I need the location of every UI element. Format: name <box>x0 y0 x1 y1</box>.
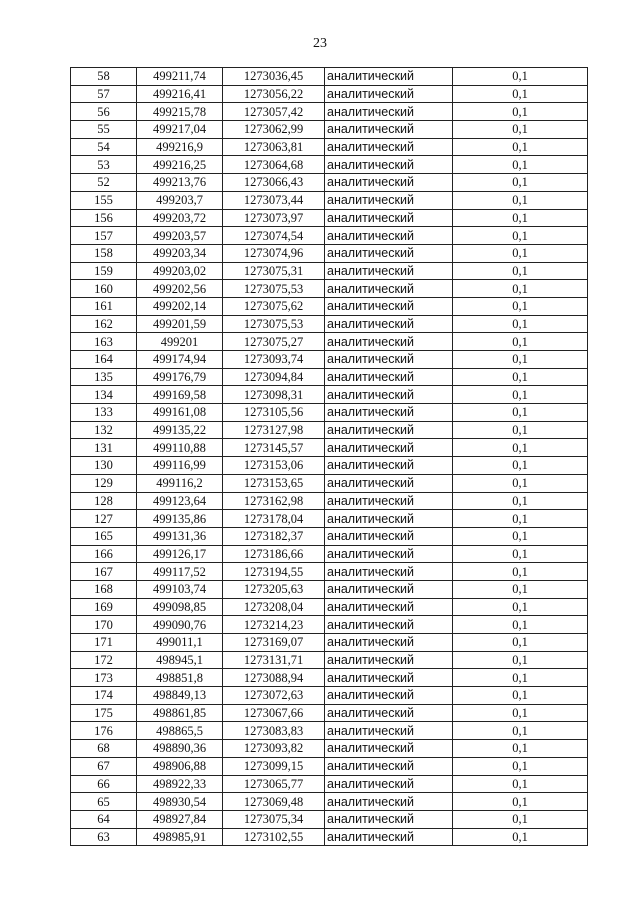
y-coordinate-cell: 1273073,44 <box>223 191 325 209</box>
table-row <box>71 439 588 457</box>
coordinates-table <box>70 67 588 846</box>
y-coordinate-cell: 1273067,66 <box>223 704 325 722</box>
point-number-cell: 168 <box>71 580 137 598</box>
x-coordinate-cell: 499213,76 <box>137 174 223 192</box>
x-coordinate-cell: 499202,14 <box>137 297 223 315</box>
point-number-cell: 134 <box>71 386 137 404</box>
accuracy-cell: 0,1 <box>453 793 588 811</box>
table-row <box>71 315 588 333</box>
accuracy-cell: 0,1 <box>453 191 588 209</box>
accuracy-cell: 0,1 <box>453 351 588 369</box>
point-number-cell: 161 <box>71 297 137 315</box>
point-number-cell: 176 <box>71 722 137 740</box>
point-number-cell: 127 <box>71 510 137 528</box>
method-cell: аналитический <box>325 492 453 510</box>
method-cell: аналитический <box>325 651 453 669</box>
y-coordinate-cell: 1273075,62 <box>223 297 325 315</box>
x-coordinate-cell: 499116,2 <box>137 474 223 492</box>
method-cell: аналитический <box>325 634 453 652</box>
y-coordinate-cell: 1273056,22 <box>223 85 325 103</box>
point-number-cell: 132 <box>71 421 137 439</box>
point-number-cell: 54 <box>71 138 137 156</box>
accuracy-cell: 0,1 <box>453 687 588 705</box>
accuracy-cell: 0,1 <box>453 280 588 298</box>
method-cell: аналитический <box>325 510 453 528</box>
point-number-cell: 172 <box>71 651 137 669</box>
x-coordinate-cell: 498930,54 <box>137 793 223 811</box>
x-coordinate-cell: 498865,5 <box>137 722 223 740</box>
table-row <box>71 457 588 475</box>
table-row <box>71 333 588 351</box>
y-coordinate-cell: 1273182,37 <box>223 527 325 545</box>
y-coordinate-cell: 1273178,04 <box>223 510 325 528</box>
accuracy-cell: 0,1 <box>453 580 588 598</box>
page-number: 23 <box>313 36 327 51</box>
accuracy-cell: 0,1 <box>453 85 588 103</box>
method-cell: аналитический <box>325 280 453 298</box>
method-cell: аналитический <box>325 722 453 740</box>
y-coordinate-cell: 1273074,54 <box>223 227 325 245</box>
point-number-cell: 169 <box>71 598 137 616</box>
table-row <box>71 527 588 545</box>
y-coordinate-cell: 1273074,96 <box>223 244 325 262</box>
method-cell: аналитический <box>325 775 453 793</box>
table-row <box>71 598 588 616</box>
x-coordinate-cell: 499202,56 <box>137 280 223 298</box>
accuracy-cell: 0,1 <box>453 315 588 333</box>
x-coordinate-cell: 498851,8 <box>137 669 223 687</box>
x-coordinate-cell: 498922,33 <box>137 775 223 793</box>
x-coordinate-cell: 498861,85 <box>137 704 223 722</box>
y-coordinate-cell: 1273153,06 <box>223 457 325 475</box>
table-row <box>71 68 588 86</box>
table-row <box>71 280 588 298</box>
accuracy-cell: 0,1 <box>453 722 588 740</box>
x-coordinate-cell: 499103,74 <box>137 580 223 598</box>
point-number-cell: 64 <box>71 810 137 828</box>
point-number-cell: 63 <box>71 828 137 846</box>
point-number-cell: 133 <box>71 404 137 422</box>
x-coordinate-cell: 499203,34 <box>137 244 223 262</box>
accuracy-cell: 0,1 <box>453 669 588 687</box>
table-row <box>71 262 588 280</box>
y-coordinate-cell: 1273208,04 <box>223 598 325 616</box>
accuracy-cell: 0,1 <box>453 634 588 652</box>
point-number-cell: 166 <box>71 545 137 563</box>
point-number-cell: 128 <box>71 492 137 510</box>
table-row <box>71 351 588 369</box>
table-row <box>71 138 588 156</box>
point-number-cell: 165 <box>71 527 137 545</box>
method-cell: аналитический <box>325 598 453 616</box>
method-cell: аналитический <box>325 757 453 775</box>
y-coordinate-cell: 1273205,63 <box>223 580 325 598</box>
method-cell: аналитический <box>325 333 453 351</box>
table-row <box>71 492 588 510</box>
x-coordinate-cell: 499217,04 <box>137 121 223 139</box>
table-row <box>71 156 588 174</box>
method-cell: аналитический <box>325 156 453 174</box>
point-number-cell: 53 <box>71 156 137 174</box>
accuracy-cell: 0,1 <box>453 563 588 581</box>
y-coordinate-cell: 1273064,68 <box>223 156 325 174</box>
table-row <box>71 810 588 828</box>
accuracy-cell: 0,1 <box>453 651 588 669</box>
x-coordinate-cell: 499131,36 <box>137 527 223 545</box>
x-coordinate-cell: 499011,1 <box>137 634 223 652</box>
x-coordinate-cell: 499215,78 <box>137 103 223 121</box>
point-number-cell: 156 <box>71 209 137 227</box>
y-coordinate-cell: 1273098,31 <box>223 386 325 404</box>
x-coordinate-cell: 499203,7 <box>137 191 223 209</box>
point-number-cell: 65 <box>71 793 137 811</box>
x-coordinate-cell: 499116,99 <box>137 457 223 475</box>
y-coordinate-cell: 1273083,83 <box>223 722 325 740</box>
y-coordinate-cell: 1273075,34 <box>223 810 325 828</box>
x-coordinate-cell: 499216,25 <box>137 156 223 174</box>
y-coordinate-cell: 1273072,63 <box>223 687 325 705</box>
accuracy-cell: 0,1 <box>453 404 588 422</box>
y-coordinate-cell: 1273075,31 <box>223 262 325 280</box>
x-coordinate-cell: 498890,36 <box>137 740 223 758</box>
x-coordinate-cell: 499211,74 <box>137 68 223 86</box>
x-coordinate-cell: 499098,85 <box>137 598 223 616</box>
point-number-cell: 160 <box>71 280 137 298</box>
y-coordinate-cell: 1273162,98 <box>223 492 325 510</box>
method-cell: аналитический <box>325 810 453 828</box>
accuracy-cell: 0,1 <box>453 121 588 139</box>
table-row <box>71 793 588 811</box>
accuracy-cell: 0,1 <box>453 68 588 86</box>
y-coordinate-cell: 1273036,45 <box>223 68 325 86</box>
x-coordinate-cell: 499161,08 <box>137 404 223 422</box>
accuracy-cell: 0,1 <box>453 545 588 563</box>
x-coordinate-cell: 499203,02 <box>137 262 223 280</box>
method-cell: аналитический <box>325 191 453 209</box>
point-number-cell: 57 <box>71 85 137 103</box>
point-number-cell: 167 <box>71 563 137 581</box>
x-coordinate-cell: 499126,17 <box>137 545 223 563</box>
y-coordinate-cell: 1273075,53 <box>223 315 325 333</box>
method-cell: аналитический <box>325 315 453 333</box>
accuracy-cell: 0,1 <box>453 368 588 386</box>
table-row <box>71 510 588 528</box>
y-coordinate-cell: 1273057,42 <box>223 103 325 121</box>
table-row <box>71 669 588 687</box>
point-number-cell: 162 <box>71 315 137 333</box>
point-number-cell: 163 <box>71 333 137 351</box>
point-number-cell: 131 <box>71 439 137 457</box>
x-coordinate-cell: 499135,86 <box>137 510 223 528</box>
method-cell: аналитический <box>325 227 453 245</box>
method-cell: аналитический <box>325 174 453 192</box>
x-coordinate-cell: 498945,1 <box>137 651 223 669</box>
x-coordinate-cell: 499176,79 <box>137 368 223 386</box>
method-cell: аналитический <box>325 262 453 280</box>
table-row <box>71 404 588 422</box>
accuracy-cell: 0,1 <box>453 474 588 492</box>
y-coordinate-cell: 1273075,27 <box>223 333 325 351</box>
point-number-cell: 68 <box>71 740 137 758</box>
y-coordinate-cell: 1273075,53 <box>223 280 325 298</box>
table-row <box>71 103 588 121</box>
point-number-cell: 174 <box>71 687 137 705</box>
x-coordinate-cell: 499117,52 <box>137 563 223 581</box>
table-row <box>71 368 588 386</box>
point-number-cell: 155 <box>71 191 137 209</box>
y-coordinate-cell: 1273094,84 <box>223 368 325 386</box>
accuracy-cell: 0,1 <box>453 598 588 616</box>
accuracy-cell: 0,1 <box>453 439 588 457</box>
x-coordinate-cell: 499201,59 <box>137 315 223 333</box>
method-cell: аналитический <box>325 209 453 227</box>
accuracy-cell: 0,1 <box>453 333 588 351</box>
point-number-cell: 164 <box>71 351 137 369</box>
table-row <box>71 687 588 705</box>
x-coordinate-cell: 499169,58 <box>137 386 223 404</box>
point-number-cell: 58 <box>71 68 137 86</box>
point-number-cell: 170 <box>71 616 137 634</box>
y-coordinate-cell: 1273169,07 <box>223 634 325 652</box>
accuracy-cell: 0,1 <box>453 510 588 528</box>
point-number-cell: 158 <box>71 244 137 262</box>
x-coordinate-cell: 499216,9 <box>137 138 223 156</box>
point-number-cell: 173 <box>71 669 137 687</box>
y-coordinate-cell: 1273099,15 <box>223 757 325 775</box>
method-cell: аналитический <box>325 404 453 422</box>
table-row <box>71 209 588 227</box>
table-row <box>71 651 588 669</box>
x-coordinate-cell: 498849,13 <box>137 687 223 705</box>
accuracy-cell: 0,1 <box>453 244 588 262</box>
x-coordinate-cell: 498927,84 <box>137 810 223 828</box>
table-row <box>71 121 588 139</box>
y-coordinate-cell: 1273093,74 <box>223 351 325 369</box>
accuracy-cell: 0,1 <box>453 156 588 174</box>
accuracy-cell: 0,1 <box>453 103 588 121</box>
accuracy-cell: 0,1 <box>453 386 588 404</box>
method-cell: аналитический <box>325 138 453 156</box>
x-coordinate-cell: 499203,72 <box>137 209 223 227</box>
y-coordinate-cell: 1273194,55 <box>223 563 325 581</box>
x-coordinate-cell: 499201 <box>137 333 223 351</box>
y-coordinate-cell: 1273102,55 <box>223 828 325 846</box>
table-row <box>71 244 588 262</box>
y-coordinate-cell: 1273063,81 <box>223 138 325 156</box>
table-row <box>71 757 588 775</box>
method-cell: аналитический <box>325 68 453 86</box>
accuracy-cell: 0,1 <box>453 457 588 475</box>
point-number-cell: 129 <box>71 474 137 492</box>
accuracy-cell: 0,1 <box>453 757 588 775</box>
accuracy-cell: 0,1 <box>453 227 588 245</box>
method-cell: аналитический <box>325 439 453 457</box>
accuracy-cell: 0,1 <box>453 740 588 758</box>
table-row <box>71 421 588 439</box>
coordinates-table-body <box>71 68 588 846</box>
method-cell: аналитический <box>325 545 453 563</box>
x-coordinate-cell: 498985,91 <box>137 828 223 846</box>
point-number-cell: 130 <box>71 457 137 475</box>
accuracy-cell: 0,1 <box>453 297 588 315</box>
method-cell: аналитический <box>325 616 453 634</box>
table-row <box>71 474 588 492</box>
accuracy-cell: 0,1 <box>453 616 588 634</box>
point-number-cell: 175 <box>71 704 137 722</box>
y-coordinate-cell: 1273065,77 <box>223 775 325 793</box>
method-cell: аналитический <box>325 704 453 722</box>
table-row <box>71 174 588 192</box>
y-coordinate-cell: 1273127,98 <box>223 421 325 439</box>
table-row <box>71 828 588 846</box>
method-cell: аналитический <box>325 740 453 758</box>
point-number-cell: 159 <box>71 262 137 280</box>
method-cell: аналитический <box>325 386 453 404</box>
accuracy-cell: 0,1 <box>453 138 588 156</box>
method-cell: аналитический <box>325 368 453 386</box>
accuracy-cell: 0,1 <box>453 174 588 192</box>
x-coordinate-cell: 499110,88 <box>137 439 223 457</box>
method-cell: аналитический <box>325 103 453 121</box>
method-cell: аналитический <box>325 793 453 811</box>
method-cell: аналитический <box>325 687 453 705</box>
y-coordinate-cell: 1273073,97 <box>223 209 325 227</box>
accuracy-cell: 0,1 <box>453 527 588 545</box>
x-coordinate-cell: 498906,88 <box>137 757 223 775</box>
x-coordinate-cell: 499123,64 <box>137 492 223 510</box>
accuracy-cell: 0,1 <box>453 262 588 280</box>
x-coordinate-cell: 499135,22 <box>137 421 223 439</box>
accuracy-cell: 0,1 <box>453 828 588 846</box>
method-cell: аналитический <box>325 121 453 139</box>
method-cell: аналитический <box>325 351 453 369</box>
table-row <box>71 580 588 598</box>
table-row <box>71 545 588 563</box>
point-number-cell: 171 <box>71 634 137 652</box>
accuracy-cell: 0,1 <box>453 810 588 828</box>
point-number-cell: 56 <box>71 103 137 121</box>
accuracy-cell: 0,1 <box>453 775 588 793</box>
method-cell: аналитический <box>325 421 453 439</box>
accuracy-cell: 0,1 <box>453 209 588 227</box>
table-row <box>71 191 588 209</box>
y-coordinate-cell: 1273066,43 <box>223 174 325 192</box>
method-cell: аналитический <box>325 457 453 475</box>
table-row <box>71 85 588 103</box>
method-cell: аналитический <box>325 527 453 545</box>
point-number-cell: 55 <box>71 121 137 139</box>
table-row <box>71 775 588 793</box>
table-row <box>71 704 588 722</box>
table-row <box>71 297 588 315</box>
table-row <box>71 740 588 758</box>
table-row <box>71 386 588 404</box>
y-coordinate-cell: 1273145,57 <box>223 439 325 457</box>
x-coordinate-cell: 499090,76 <box>137 616 223 634</box>
point-number-cell: 135 <box>71 368 137 386</box>
table-row <box>71 616 588 634</box>
method-cell: аналитический <box>325 563 453 581</box>
x-coordinate-cell: 499203,57 <box>137 227 223 245</box>
method-cell: аналитический <box>325 828 453 846</box>
table-row <box>71 722 588 740</box>
y-coordinate-cell: 1273214,23 <box>223 616 325 634</box>
table-row <box>71 563 588 581</box>
y-coordinate-cell: 1273069,48 <box>223 793 325 811</box>
point-number-cell: 67 <box>71 757 137 775</box>
point-number-cell: 52 <box>71 174 137 192</box>
y-coordinate-cell: 1273062,99 <box>223 121 325 139</box>
point-number-cell: 66 <box>71 775 137 793</box>
method-cell: аналитический <box>325 85 453 103</box>
accuracy-cell: 0,1 <box>453 492 588 510</box>
method-cell: аналитический <box>325 669 453 687</box>
x-coordinate-cell: 499216,41 <box>137 85 223 103</box>
table-row <box>71 227 588 245</box>
accuracy-cell: 0,1 <box>453 421 588 439</box>
accuracy-cell: 0,1 <box>453 704 588 722</box>
x-coordinate-cell: 499174,94 <box>137 351 223 369</box>
y-coordinate-cell: 1273105,56 <box>223 404 325 422</box>
method-cell: аналитический <box>325 474 453 492</box>
y-coordinate-cell: 1273131,71 <box>223 651 325 669</box>
y-coordinate-cell: 1273088,94 <box>223 669 325 687</box>
point-number-cell: 157 <box>71 227 137 245</box>
y-coordinate-cell: 1273186,66 <box>223 545 325 563</box>
table-row <box>71 634 588 652</box>
y-coordinate-cell: 1273093,82 <box>223 740 325 758</box>
method-cell: аналитический <box>325 580 453 598</box>
y-coordinate-cell: 1273153,65 <box>223 474 325 492</box>
method-cell: аналитический <box>325 244 453 262</box>
method-cell: аналитический <box>325 297 453 315</box>
